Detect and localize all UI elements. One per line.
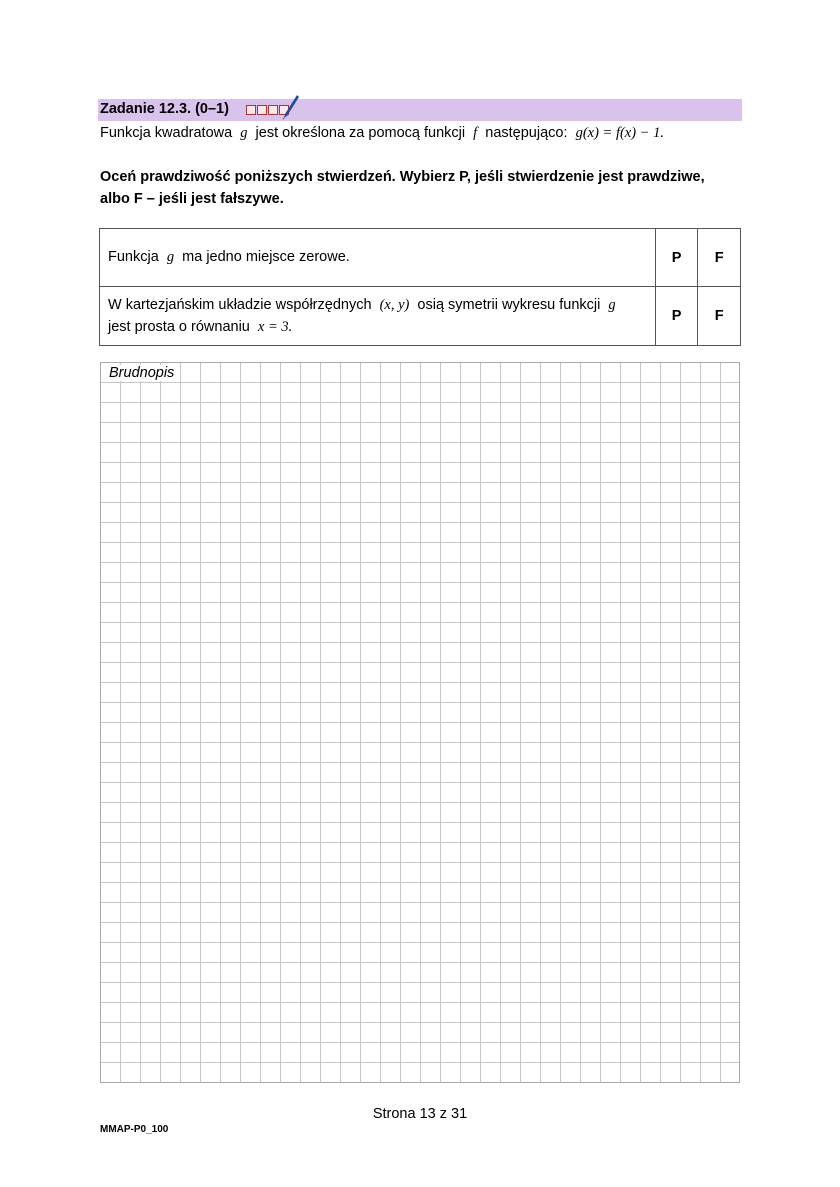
var-g: g: [240, 125, 248, 141]
intro-text: Funkcja kwadratowa: [100, 125, 233, 141]
score-box: [268, 105, 278, 115]
option-false[interactable]: F: [698, 229, 741, 287]
task-title: Zadanie 12.3. (0–1): [100, 101, 229, 117]
statement-math: g: [166, 249, 175, 265]
statement-math: g: [608, 297, 616, 313]
draft-label: Brudnopis: [109, 365, 178, 381]
option-false[interactable]: F: [698, 287, 741, 346]
true-false-table: [99, 228, 741, 346]
statement-text-part: W kartezjańskim układzie współrzędnych: [108, 297, 372, 313]
intro-text: następująco:: [485, 125, 568, 141]
statement-text: [100, 287, 656, 346]
score-box: [246, 105, 256, 115]
score-box: [257, 105, 267, 115]
pencil-icon: [282, 94, 300, 120]
option-true[interactable]: P: [655, 229, 698, 287]
var-f: f: [473, 125, 478, 141]
statement-text: [100, 229, 656, 287]
statement-math: x = 3.: [257, 319, 293, 335]
statement-text-part: osią symetrii wykresu funkcji: [417, 297, 601, 313]
instruction: Oceń prawdziwość poniższych stwierdzeń. Wybierz P, jeśli stwierdzenie jest prawdziwe, albo F – jeśli jest fałszywe.: [100, 169, 705, 207]
statement-row: [100, 229, 741, 287]
task-header: [98, 99, 742, 121]
statement-math: (x, y): [379, 297, 410, 313]
draft-grid[interactable]: [100, 362, 740, 1083]
option-true[interactable]: P: [655, 287, 698, 346]
statement-text-part: ma jedno miejsce zerowe.: [182, 249, 350, 265]
task-intro: [100, 125, 664, 142]
document-code: MMAP-P0_100: [100, 1124, 169, 1135]
formula: g(x) = f(x) − 1.: [575, 125, 664, 141]
page-number: Strona 13 z 31: [372, 1106, 468, 1122]
statement-text-part: jest prosta o równaniu: [108, 319, 250, 335]
statement-text-part: Funkcja: [108, 249, 159, 265]
intro-text: jest określona za pomocą funkcji: [255, 125, 466, 141]
statement-row: [100, 287, 741, 346]
